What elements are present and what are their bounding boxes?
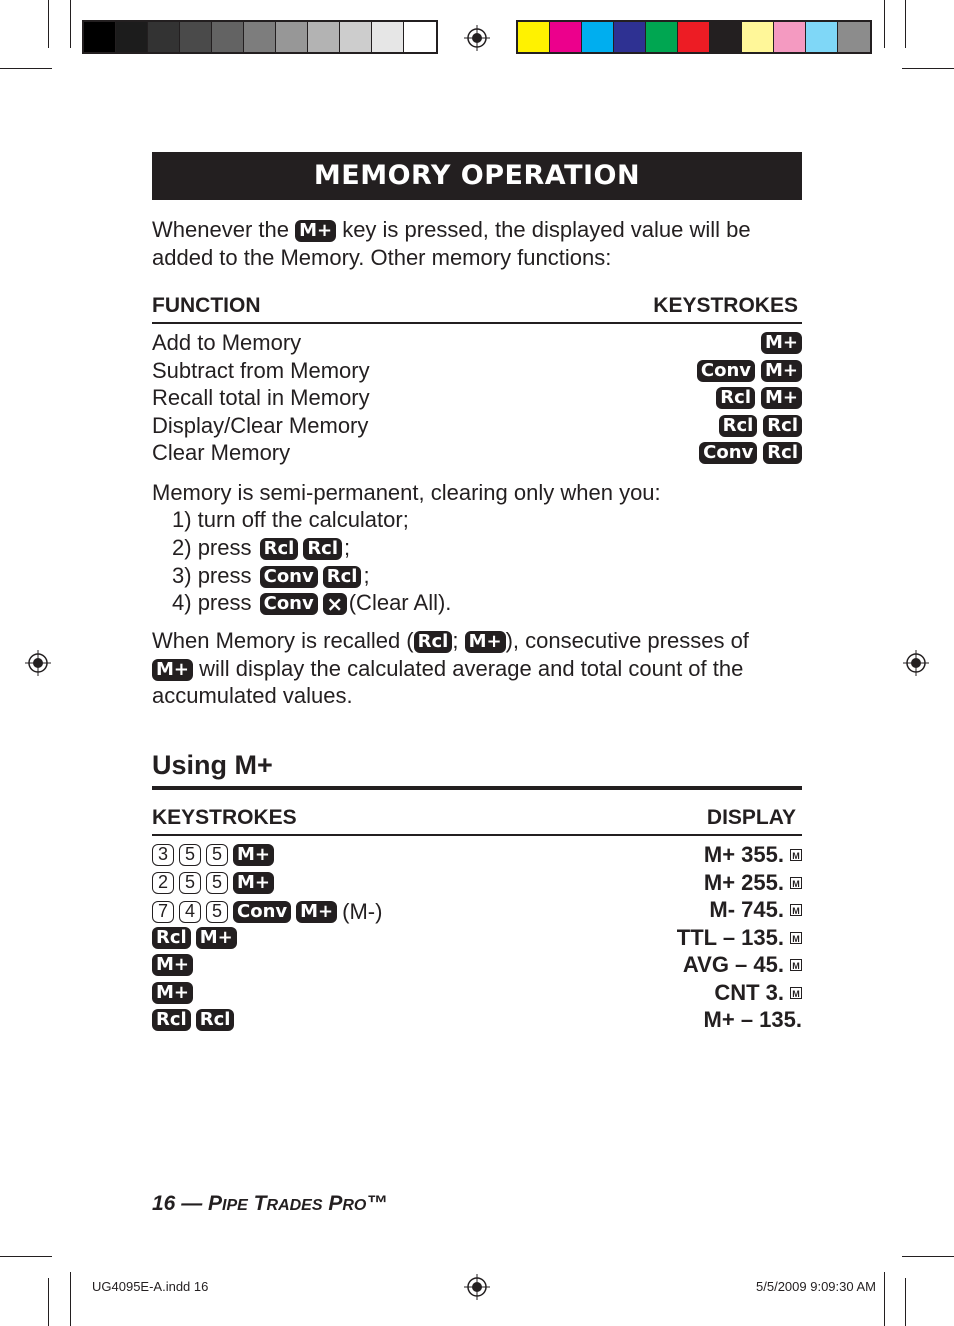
function-label: Display/Clear Memory	[152, 412, 369, 438]
crop-mark	[902, 1256, 954, 1257]
keystroke-group	[152, 982, 193, 1004]
color-swatch	[710, 22, 742, 52]
intro-paragraph-line2: added to the Memory. Other memory functions:	[152, 245, 612, 270]
crop-mark	[884, 0, 885, 48]
display-column-header: DISPLAY	[706, 806, 796, 829]
list-number: 4)	[172, 590, 192, 615]
section-rule	[152, 786, 802, 790]
table-row	[152, 385, 802, 413]
footer-text: 16 — P	[152, 1192, 223, 1215]
crop-mark	[905, 1278, 906, 1326]
digit-key: 5	[206, 872, 228, 894]
keystrokes-column-header: KEYSTROKES	[653, 294, 798, 317]
footer-text: P	[322, 1192, 343, 1215]
display-value	[709, 897, 802, 923]
footer-text: IPE	[222, 1197, 248, 1214]
keystroke-group	[152, 927, 237, 949]
registration-mark-icon	[464, 25, 490, 51]
display-value	[677, 925, 802, 951]
table-row	[152, 413, 802, 441]
rcl-key: Rcl	[763, 442, 802, 464]
intro-paragraph	[152, 216, 751, 244]
crop-mark	[48, 1278, 49, 1326]
list-number: 3)	[172, 563, 192, 588]
display-text: AVG – 45.	[682, 952, 784, 977]
color-swatch	[806, 22, 838, 52]
intro-text: key is pressed, the displayed value will be	[336, 217, 751, 242]
rcl-key: Rcl	[716, 387, 755, 409]
keystroke-group	[761, 332, 802, 354]
memory-indicator-icon: M	[790, 904, 802, 916]
conv-key: Conv	[260, 566, 318, 588]
rcl-key: Rcl	[763, 415, 802, 437]
footer-text: RO	[342, 1197, 367, 1214]
table-row	[152, 952, 802, 980]
intro-text: Whenever the	[152, 217, 296, 242]
gray-swatch	[340, 22, 372, 52]
crop-mark	[0, 1256, 52, 1257]
crop-mark	[884, 1272, 885, 1326]
color-swatch	[518, 22, 550, 52]
recall-text: When Memory is recalled (	[152, 628, 414, 653]
color-swatch	[742, 22, 774, 52]
m-plus-key: M+	[761, 387, 802, 409]
digit-key: 5	[206, 901, 228, 923]
digit-key: 4	[179, 901, 201, 923]
display-value	[704, 842, 802, 868]
crop-mark	[70, 0, 71, 48]
gray-swatch	[244, 22, 276, 52]
list-item	[172, 534, 350, 562]
color-swatch	[678, 22, 710, 52]
conv-key: Conv	[233, 901, 291, 923]
table-row	[152, 980, 802, 1008]
keystroke-group	[152, 872, 274, 894]
memory-indicator-icon: M	[790, 987, 802, 999]
m-plus-key: M+	[233, 844, 274, 866]
m-plus-key: M+	[295, 220, 336, 242]
table-row	[152, 925, 802, 953]
table-divider	[152, 834, 802, 836]
recall-note-line3: accumulated values.	[152, 683, 353, 708]
separator: ;	[344, 535, 351, 560]
process-color-bar	[516, 20, 872, 54]
digit-key: 3	[152, 844, 174, 866]
page-title: MEMORY OPERATION	[152, 152, 802, 200]
function-label: Subtract from Memory	[152, 357, 370, 383]
function-column-header: FUNCTION	[152, 294, 261, 317]
keystroke-group	[719, 415, 802, 437]
m-plus-key: M+	[761, 332, 802, 354]
m-plus-key: M+	[152, 954, 193, 976]
keystroke-group	[152, 844, 274, 866]
clear-all-text: (Clear All).	[348, 590, 452, 615]
recall-text: will display the calculated average and total count of the	[193, 656, 744, 681]
table-divider	[152, 322, 802, 324]
m-plus-key: M+	[465, 631, 506, 653]
color-swatch	[646, 22, 678, 52]
keystroke-group	[260, 538, 342, 560]
slug-date: 5/5/2009 9:09:30 AM	[756, 1279, 876, 1294]
m-plus-key: M+	[296, 901, 337, 923]
gray-swatch	[404, 22, 436, 52]
digit-key: 2	[152, 872, 174, 894]
recall-note-line2	[152, 655, 743, 683]
display-text: M+ 355.	[703, 842, 784, 867]
footer-text: RADES	[266, 1197, 323, 1214]
registration-mark-icon	[25, 650, 51, 676]
clear-all-key: ×	[323, 593, 347, 615]
crop-mark	[0, 68, 52, 69]
gray-swatch	[372, 22, 404, 52]
gray-swatch	[212, 22, 244, 52]
color-swatch	[614, 22, 646, 52]
page-footer	[152, 1192, 387, 1216]
rcl-key: Rcl	[719, 415, 758, 437]
digit-key: 5	[179, 844, 201, 866]
keystrokes-column-header: KEYSTROKES	[152, 806, 297, 829]
list-item: 1) turn off the calculator;	[172, 507, 409, 532]
keystroke-group	[152, 1009, 234, 1031]
memory-indicator-icon: M	[790, 877, 802, 889]
display-value	[704, 1007, 802, 1033]
digit-key: 5	[206, 844, 228, 866]
display-text: CNT 3.	[714, 979, 784, 1005]
table-row	[152, 870, 802, 898]
digit-key: 5	[179, 872, 201, 894]
color-swatch	[838, 22, 870, 52]
keystroke-group	[260, 566, 362, 588]
table-row	[152, 358, 802, 386]
crop-mark	[70, 1272, 71, 1326]
conv-key: Conv	[697, 360, 755, 382]
memory-indicator-icon: M	[790, 932, 802, 944]
m-plus-key: M+	[152, 982, 193, 1004]
rcl-key: Rcl	[414, 631, 453, 653]
function-label: Recall total in Memory	[152, 385, 370, 410]
press-text: press	[197, 590, 252, 615]
conv-key: Conv	[260, 593, 318, 615]
gray-swatch	[116, 22, 148, 52]
m-plus-key: M+	[233, 872, 274, 894]
keystroke-group	[152, 899, 382, 925]
memory-indicator-icon: M	[790, 959, 802, 971]
table-row	[152, 897, 802, 925]
footer-text: T	[247, 1192, 267, 1215]
keystroke-group	[260, 593, 347, 615]
m-plus-key: M+	[761, 360, 802, 382]
gray-swatch	[84, 22, 116, 52]
display-value	[683, 952, 802, 978]
display-value	[714, 980, 802, 1006]
press-text: press	[197, 535, 252, 560]
gray-swatch	[180, 22, 212, 52]
rcl-key: Rcl	[303, 538, 342, 560]
separator: ;	[363, 563, 370, 588]
rcl-key: Rcl	[196, 1009, 235, 1031]
table-row	[152, 330, 802, 358]
crop-mark	[905, 0, 906, 48]
list-number: 2)	[172, 535, 192, 560]
rcl-key: Rcl	[323, 566, 362, 588]
keystroke-note: (M-)	[342, 899, 383, 924]
list-item	[172, 589, 451, 617]
rcl-key: Rcl	[260, 538, 299, 560]
recall-text: ), consecutive presses of	[505, 628, 749, 653]
keystroke-group	[152, 954, 193, 976]
color-swatch	[582, 22, 614, 52]
keystroke-group	[699, 442, 802, 464]
section-heading: Using M+	[152, 750, 273, 780]
semi-permanent-lead: Memory is semi-permanent, clearing only when you:	[152, 480, 661, 505]
registration-mark-icon	[903, 650, 929, 676]
table-row	[152, 842, 802, 870]
memory-indicator-icon: M	[790, 849, 802, 861]
m-plus-key: M+	[196, 927, 237, 949]
press-text: press	[197, 563, 252, 588]
function-label: Clear Memory	[152, 440, 291, 465]
rcl-key: Rcl	[152, 1009, 191, 1031]
recall-text: ;	[452, 628, 465, 653]
display-text: TTL – 135.	[676, 924, 784, 950]
table-row	[152, 440, 802, 468]
keystroke-group	[697, 360, 802, 382]
recall-note	[152, 627, 749, 655]
slug-file: UG4095E-A.indd 16	[92, 1279, 209, 1294]
grayscale-color-bar	[82, 20, 438, 54]
display-text: M- 745.	[709, 897, 784, 922]
color-swatch	[550, 22, 582, 52]
crop-mark	[902, 68, 954, 69]
list-item	[172, 562, 370, 590]
function-label: Add to Memory	[152, 330, 302, 355]
m-plus-key: M+	[152, 659, 193, 681]
rcl-key: Rcl	[152, 927, 191, 949]
footer-text: ™	[366, 1192, 388, 1215]
display-text: M+ – 135.	[703, 1007, 802, 1032]
display-text: M+ 255.	[703, 869, 784, 895]
digit-key: 7	[152, 901, 174, 923]
color-swatch	[774, 22, 806, 52]
gray-swatch	[148, 22, 180, 52]
table-row	[152, 1007, 802, 1035]
gray-swatch	[276, 22, 308, 52]
display-value	[704, 870, 802, 896]
gray-swatch	[308, 22, 340, 52]
registration-mark-icon	[464, 1274, 490, 1300]
crop-mark	[48, 0, 49, 48]
conv-key: Conv	[699, 442, 757, 464]
keystroke-group	[716, 387, 802, 409]
